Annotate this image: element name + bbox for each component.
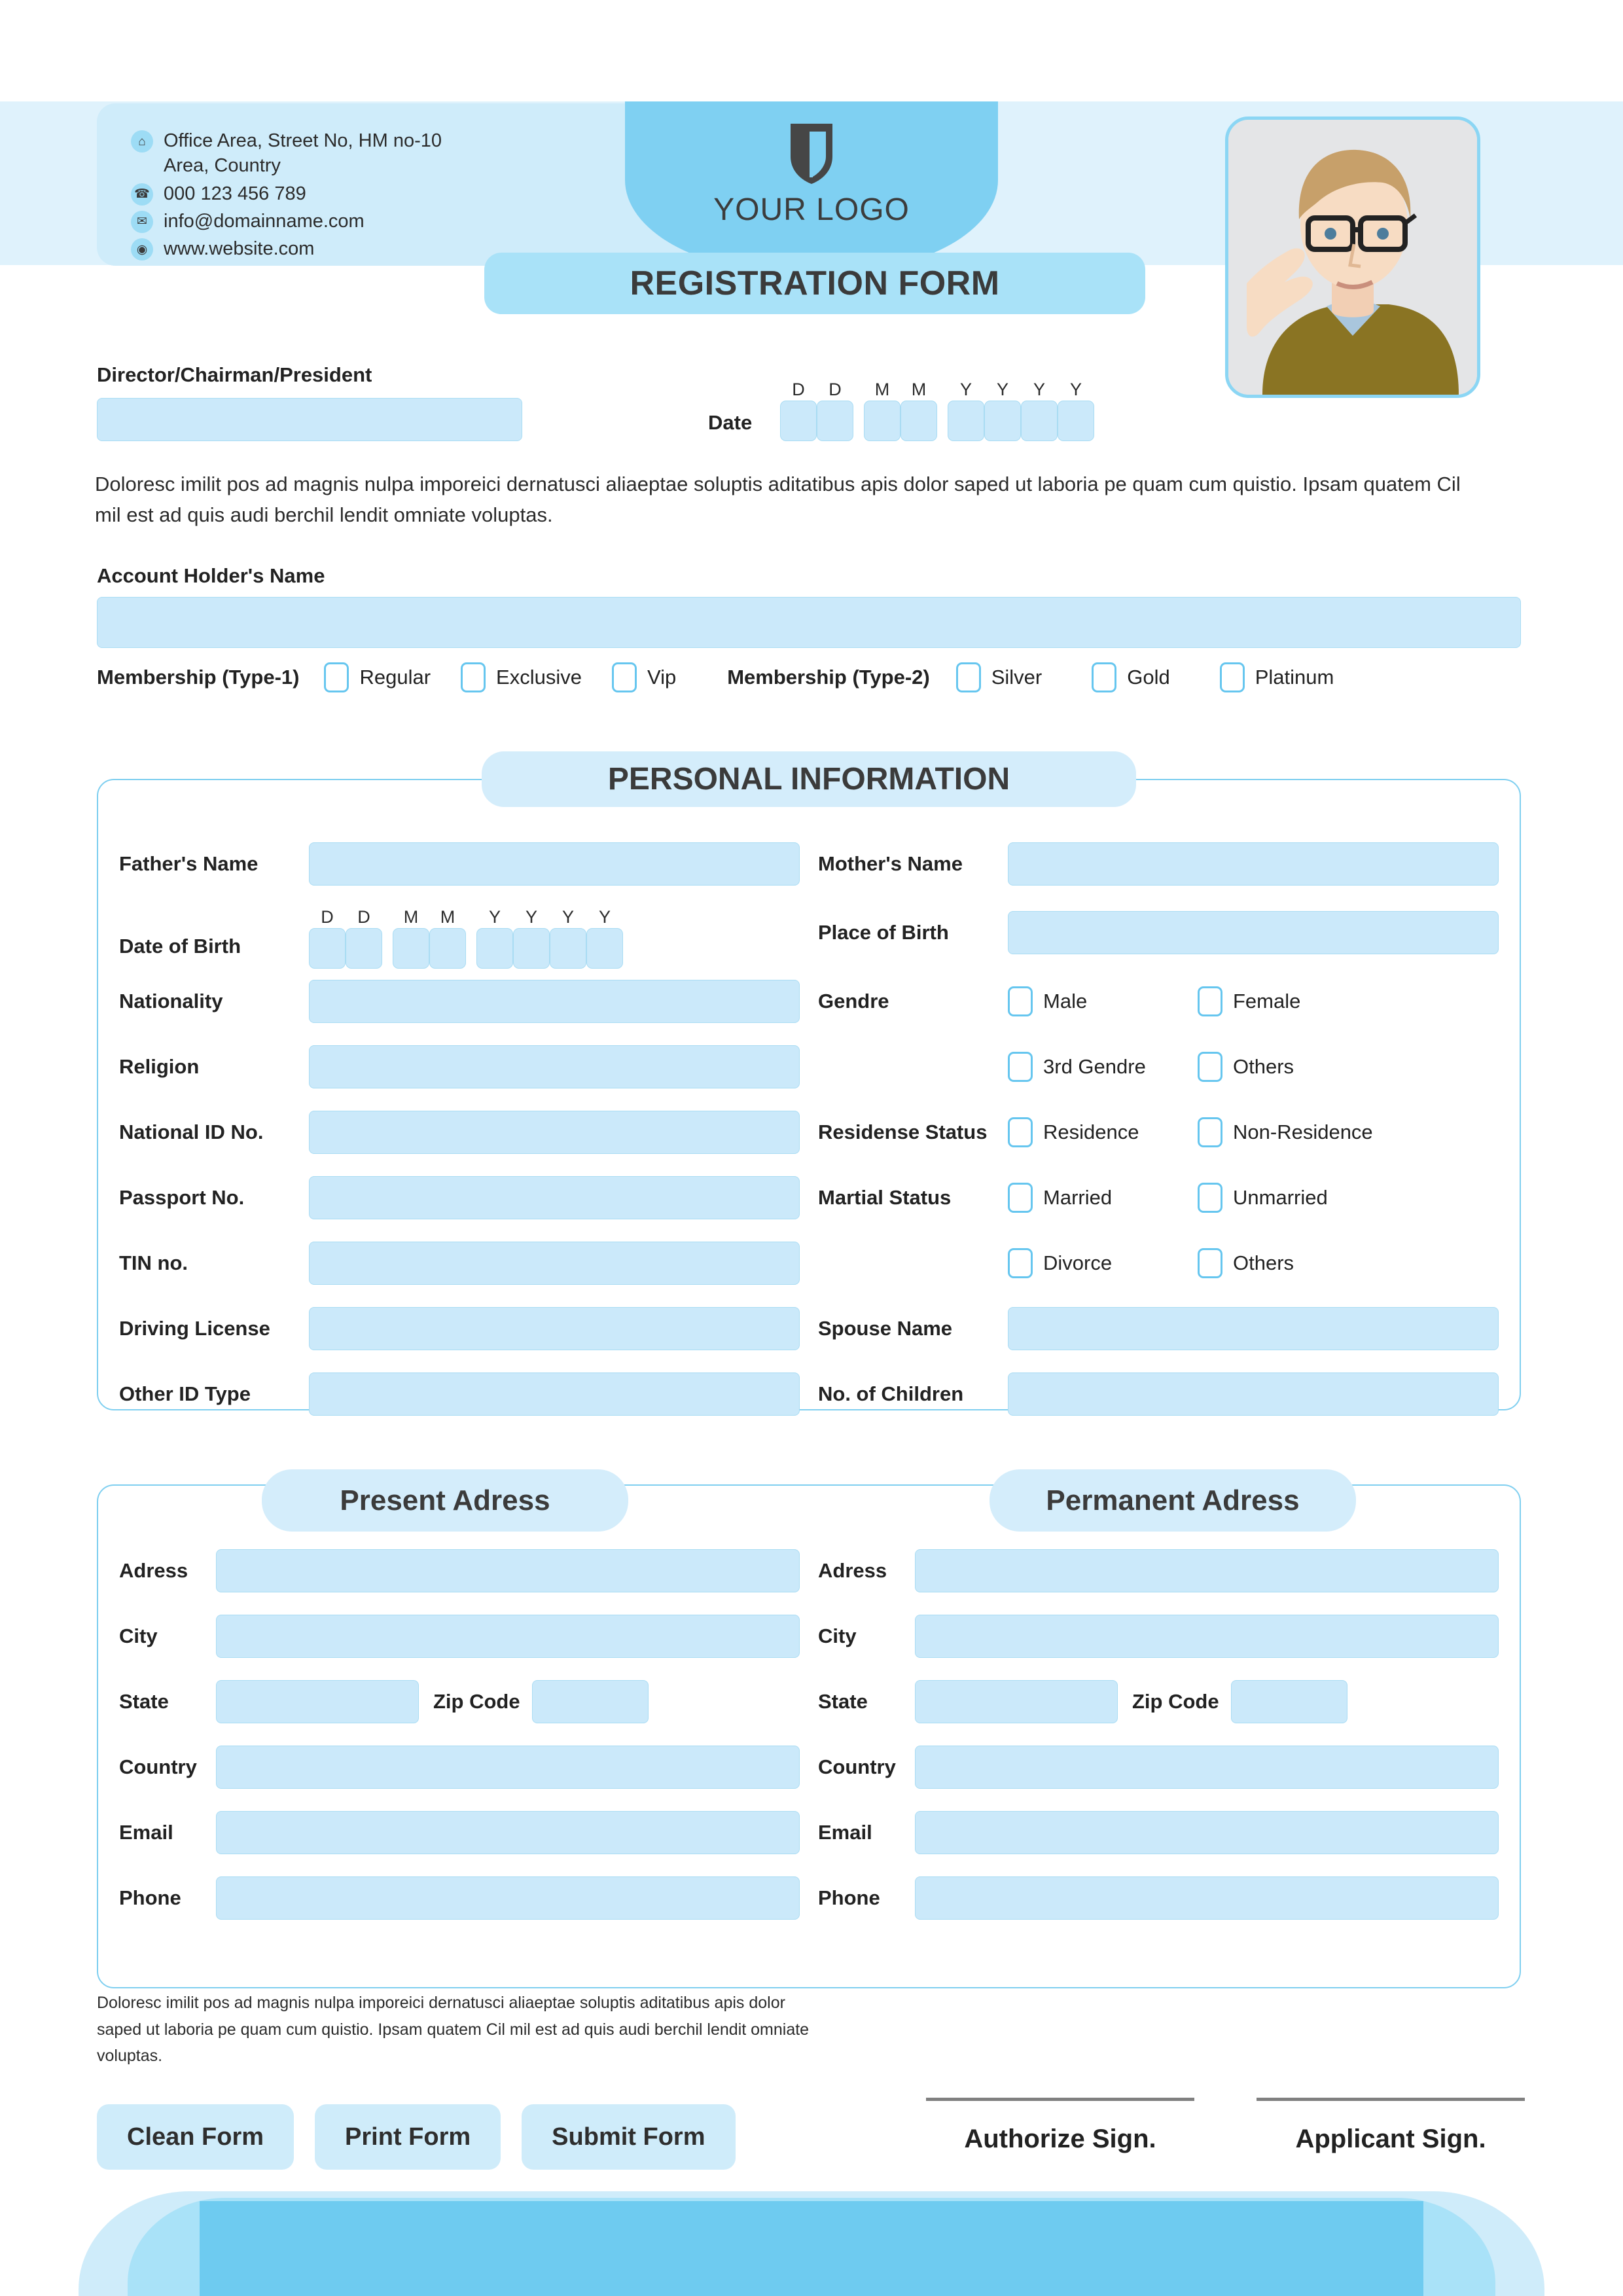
marital-status-label: Martial Status — [818, 1186, 952, 1209]
row-gender — [818, 969, 1499, 1034]
home-icon: ⌂ — [131, 130, 153, 152]
date-year-group — [948, 378, 1094, 441]
gender-male-option — [1008, 986, 1198, 1016]
date-box-y4[interactable] — [1058, 401, 1094, 441]
label-exclusive: Exclusive — [496, 666, 582, 689]
dob-box-y4[interactable] — [586, 928, 623, 969]
personal-information-title: PERSONAL INFORMATION — [607, 762, 1010, 797]
other-id-type-input[interactable] — [309, 1372, 800, 1416]
checkbox-vip[interactable] — [612, 662, 637, 692]
date-cap-d1: D — [792, 380, 805, 399]
date-label: Date — [708, 411, 753, 434]
checkbox-married[interactable] — [1008, 1183, 1033, 1213]
date-boxes — [780, 378, 1094, 441]
dob-boxes — [309, 906, 623, 969]
permanent-city-input[interactable] — [915, 1615, 1499, 1658]
clean-form-button[interactable]: Clean Form — [97, 2104, 294, 2170]
checkbox-female[interactable] — [1198, 986, 1222, 1016]
nationality-input[interactable] — [309, 980, 800, 1023]
authorize-signature-block — [926, 2098, 1194, 2154]
form-title-banner — [484, 253, 1145, 314]
date-cap-d2: D — [829, 380, 842, 399]
present-address-input[interactable] — [216, 1549, 800, 1592]
date-month-pair — [864, 378, 937, 441]
mothers-name-label: Mother's Name — [818, 852, 963, 875]
tin-label: TIN no. — [119, 1251, 188, 1274]
driving-license-label: Driving License — [119, 1317, 270, 1340]
dob-cap-m2: M — [440, 907, 455, 927]
label-vip: Vip — [647, 666, 677, 689]
label-unmarried: Unmarried — [1233, 1186, 1328, 1209]
permanent-address-title: Permanent Adress — [1046, 1484, 1300, 1516]
checkbox-silver[interactable] — [956, 662, 981, 692]
personal-info-right-column — [818, 831, 1499, 1427]
national-id-label: National ID No. — [119, 1121, 264, 1143]
contact-phone-text: 000 123 456 789 — [164, 183, 306, 204]
date-box-y3[interactable] — [1021, 401, 1058, 441]
residence-status-label: Residense Status — [818, 1121, 988, 1143]
dob-box-m2[interactable] — [429, 928, 466, 969]
no-of-children-label: No. of Children — [818, 1382, 964, 1405]
label-platinum: Platinum — [1255, 666, 1334, 689]
present-address-title-banner — [262, 1469, 628, 1532]
permanent-row-state-zip — [818, 1669, 1499, 1734]
present-row-email — [119, 1800, 800, 1865]
applicant-photo-image — [1228, 120, 1477, 395]
date-box-d2[interactable] — [817, 401, 853, 441]
date-of-birth-label: Date of Birth — [119, 935, 241, 958]
dob-box-y1[interactable] — [476, 928, 513, 969]
checkbox-divorce[interactable] — [1008, 1248, 1033, 1278]
row-tin — [119, 1230, 800, 1296]
national-id-input[interactable] — [309, 1111, 800, 1154]
permanent-phone-input[interactable] — [915, 1876, 1499, 1920]
date-cap-m1: M — [874, 380, 890, 399]
unmarried-option — [1198, 1183, 1387, 1213]
place-of-birth-label: Place of Birth — [818, 921, 949, 944]
row-driving-license — [119, 1296, 800, 1361]
label-gender-others: Others — [1233, 1055, 1294, 1078]
logo-block — [625, 101, 998, 272]
row-passport — [119, 1165, 800, 1230]
religion-input[interactable] — [309, 1045, 800, 1088]
religion-label: Religion — [119, 1055, 200, 1078]
other-id-type-label: Other ID Type — [119, 1382, 251, 1405]
permanent-address-title-banner — [990, 1469, 1356, 1532]
label-3rd-gender: 3rd Gendre — [1043, 1055, 1146, 1078]
spouse-name-label: Spouse Name — [818, 1317, 953, 1340]
dob-cap-m1: M — [403, 907, 419, 927]
shield-icon — [788, 121, 835, 185]
dob-month-pair — [393, 906, 466, 969]
applicant-signature-line — [1257, 2098, 1525, 2101]
present-phone-input[interactable] — [216, 1876, 800, 1920]
authorize-signature-label: Authorize Sign. — [964, 2125, 1156, 2153]
checkbox-exclusive[interactable] — [461, 662, 486, 692]
label-divorce: Divorce — [1043, 1251, 1113, 1274]
permanent-email-label: Email — [818, 1821, 872, 1844]
row-place-of-birth — [818, 897, 1499, 969]
label-female: Female — [1233, 990, 1301, 1013]
permanent-zip-input[interactable] — [1231, 1680, 1347, 1723]
married-option — [1008, 1183, 1198, 1213]
passport-input[interactable] — [309, 1176, 800, 1219]
row-other-id-type — [119, 1361, 800, 1427]
passport-label: Passport No. — [119, 1186, 245, 1209]
row-marital-status-alt — [818, 1230, 1499, 1296]
date-cap-y1: Y — [959, 380, 972, 399]
date-cap-y2: Y — [996, 380, 1008, 399]
date-cap-y4: Y — [1069, 380, 1082, 399]
place-of-birth-input[interactable] — [1008, 911, 1499, 954]
present-city-label: City — [119, 1624, 158, 1647]
globe-icon: ◉ — [131, 238, 153, 260]
present-row-address — [119, 1538, 800, 1604]
membership-row — [97, 662, 1334, 692]
date-box-m2[interactable] — [901, 401, 937, 441]
row-no-of-children — [818, 1361, 1499, 1427]
authorize-signature-line — [926, 2098, 1194, 2101]
present-country-label: Country — [119, 1755, 197, 1778]
present-address-column — [119, 1538, 800, 1931]
contact-address-text: Office Area, Street No, HM no-10 Area, Country — [164, 130, 442, 177]
present-email-label: Email — [119, 1821, 173, 1844]
checkbox-regular[interactable] — [324, 662, 349, 692]
dob-day-pair — [309, 906, 382, 969]
present-row-state-zip — [119, 1669, 800, 1734]
director-input[interactable] — [97, 398, 522, 441]
marital-others-option — [1198, 1248, 1387, 1278]
row-nationality — [119, 969, 800, 1034]
dob-cap-y1: Y — [488, 907, 501, 927]
label-silver: Silver — [991, 666, 1043, 689]
gender-third-option — [1008, 1052, 1198, 1082]
checkbox-marital-others[interactable] — [1198, 1248, 1222, 1278]
spouse-name-input[interactable] — [1008, 1307, 1499, 1350]
dob-box-d1[interactable] — [309, 928, 346, 969]
present-row-phone — [119, 1865, 800, 1931]
account-holder-label: Account Holder's Name — [97, 564, 325, 587]
label-marital-others: Others — [1233, 1251, 1294, 1274]
checkbox-gold[interactable] — [1092, 662, 1116, 692]
checkbox-3rd-gender[interactable] — [1008, 1052, 1033, 1082]
dob-cap-y3: Y — [562, 907, 574, 927]
footer-wave-inner — [200, 2201, 1423, 2296]
checkbox-platinum[interactable] — [1220, 662, 1245, 692]
dob-cap-d2: D — [357, 907, 370, 927]
row-national-id — [119, 1100, 800, 1165]
permanent-country-input[interactable] — [915, 1746, 1499, 1789]
dob-cap-y2: Y — [525, 907, 537, 927]
gender-others-option — [1198, 1052, 1387, 1082]
permanent-country-label: Country — [818, 1755, 896, 1778]
nationality-label: Nationality — [119, 990, 223, 1013]
non-residence-option — [1198, 1117, 1387, 1147]
date-box-m1[interactable] — [864, 401, 901, 441]
phone-icon: ☎ — [131, 183, 153, 206]
label-married: Married — [1043, 1186, 1113, 1209]
present-city-input[interactable] — [216, 1615, 800, 1658]
checkbox-non-residence[interactable] — [1198, 1117, 1222, 1147]
permanent-zip-label: Zip Code — [1132, 1690, 1219, 1713]
logo-text: YOUR LOGO — [713, 192, 910, 227]
dob-year-group — [476, 906, 623, 969]
permanent-state-input[interactable] — [915, 1680, 1118, 1723]
date-box-d1[interactable] — [780, 401, 817, 441]
dob-box-y3[interactable] — [550, 928, 586, 969]
present-state-input[interactable] — [216, 1680, 419, 1723]
dob-cap-d1: D — [321, 907, 334, 927]
submit-form-button[interactable]: Submit Form — [522, 2104, 735, 2170]
row-date-of-birth — [119, 897, 800, 969]
contact-email-text: info@domainname.com — [164, 210, 365, 232]
print-form-button[interactable]: Print Form — [315, 2104, 501, 2170]
divorce-option — [1008, 1248, 1198, 1278]
row-spouse-name — [818, 1296, 1499, 1361]
present-zip-input[interactable] — [532, 1680, 649, 1723]
dob-box-y2[interactable] — [513, 928, 550, 969]
date-cap-m2: M — [911, 380, 927, 399]
contact-website-text: www.website.com — [164, 238, 315, 260]
permanent-row-city — [818, 1604, 1499, 1669]
label-gold: Gold — [1127, 666, 1170, 689]
permanent-email-input[interactable] — [915, 1811, 1499, 1854]
label-male: Male — [1043, 990, 1088, 1013]
row-gender-alt — [818, 1034, 1499, 1100]
personal-info-left-column — [119, 831, 800, 1427]
checkbox-unmarried[interactable] — [1198, 1183, 1222, 1213]
fathers-name-label: Father's Name — [119, 852, 259, 875]
present-state-label: State — [119, 1690, 169, 1713]
applicant-signature-block — [1257, 2098, 1525, 2154]
form-action-buttons — [97, 2104, 757, 2170]
checkbox-gender-others[interactable] — [1198, 1052, 1222, 1082]
label-non-residence: Non-Residence — [1233, 1121, 1373, 1143]
permanent-state-label: State — [818, 1690, 868, 1713]
permanent-row-phone — [818, 1865, 1499, 1931]
row-marital-status — [818, 1165, 1499, 1230]
permanent-row-email — [818, 1800, 1499, 1865]
permanent-phone-label: Phone — [818, 1886, 880, 1909]
applicant-photo — [1225, 117, 1480, 398]
row-religion — [119, 1034, 800, 1100]
dob-box-d2[interactable] — [346, 928, 382, 969]
permanent-row-country — [818, 1734, 1499, 1800]
permanent-city-label: City — [818, 1624, 857, 1647]
tin-input[interactable] — [309, 1242, 800, 1285]
footer-paragraph: Doloresc imilit pos ad magnis nulpa imporeici dernatusci aliaeptae soluptis aditatibus apis dolor saped ut laboria pe quam cum quistio. Ipsam quatem Cil mil est ad quis audi berchil lendit omniate voluptas. — [97, 1994, 810, 2065]
present-email-input[interactable] — [216, 1811, 800, 1854]
gender-female-option — [1198, 986, 1387, 1016]
permanent-address-label: Adress — [818, 1559, 887, 1582]
checkbox-residence[interactable] — [1008, 1117, 1033, 1147]
present-address-label: Adress — [119, 1559, 188, 1582]
present-zip-label: Zip Code — [433, 1690, 520, 1713]
director-label: Director/Chairman/President — [97, 363, 372, 386]
driving-license-input[interactable] — [309, 1307, 800, 1350]
label-residence: Residence — [1043, 1121, 1139, 1143]
residence-option — [1008, 1117, 1198, 1147]
date-cap-y3: Y — [1033, 380, 1045, 399]
permanent-row-address — [818, 1538, 1499, 1604]
row-mothers-name — [818, 831, 1499, 897]
gender-label: Gendre — [818, 990, 889, 1013]
email-icon: ✉ — [131, 211, 153, 233]
applicant-signature-label: Applicant Sign. — [1295, 2125, 1486, 2153]
permanent-address-column — [818, 1538, 1499, 1931]
present-phone-label: Phone — [119, 1886, 181, 1909]
no-of-children-input[interactable] — [1008, 1372, 1499, 1416]
date-day-pair — [780, 378, 853, 441]
fathers-name-input[interactable] — [309, 842, 800, 886]
membership-type2-label: Membership (Type-2) — [727, 666, 930, 689]
present-country-input[interactable] — [216, 1746, 800, 1789]
personal-information-title-banner — [482, 751, 1136, 807]
date-box-y1[interactable] — [948, 401, 984, 441]
account-holder-input[interactable] — [97, 597, 1521, 648]
permanent-address-input[interactable] — [915, 1549, 1499, 1592]
membership-type1-label: Membership (Type-1) — [97, 666, 300, 689]
dob-cap-y4: Y — [598, 907, 611, 927]
checkbox-male[interactable] — [1008, 986, 1033, 1016]
present-row-country — [119, 1734, 800, 1800]
form-title: REGISTRATION FORM — [630, 264, 1000, 302]
row-residence-status — [818, 1100, 1499, 1165]
intro-paragraph: Doloresc imilit pos ad magnis nulpa imporeici dernatusci aliaeptae soluptis aditatibus apis dolor saped ut laboria pe quam cum quistio. Ipsam quatem Cil mil est ad quis audi berchil lendit omniate voluptas. — [95, 473, 1461, 527]
date-box-y2[interactable] — [984, 401, 1021, 441]
dob-box-m1[interactable] — [393, 928, 429, 969]
present-row-city — [119, 1604, 800, 1669]
row-fathers-name — [119, 831, 800, 897]
label-regular: Regular — [359, 666, 431, 689]
present-address-title: Present Adress — [340, 1484, 550, 1516]
mothers-name-input[interactable] — [1008, 842, 1499, 886]
